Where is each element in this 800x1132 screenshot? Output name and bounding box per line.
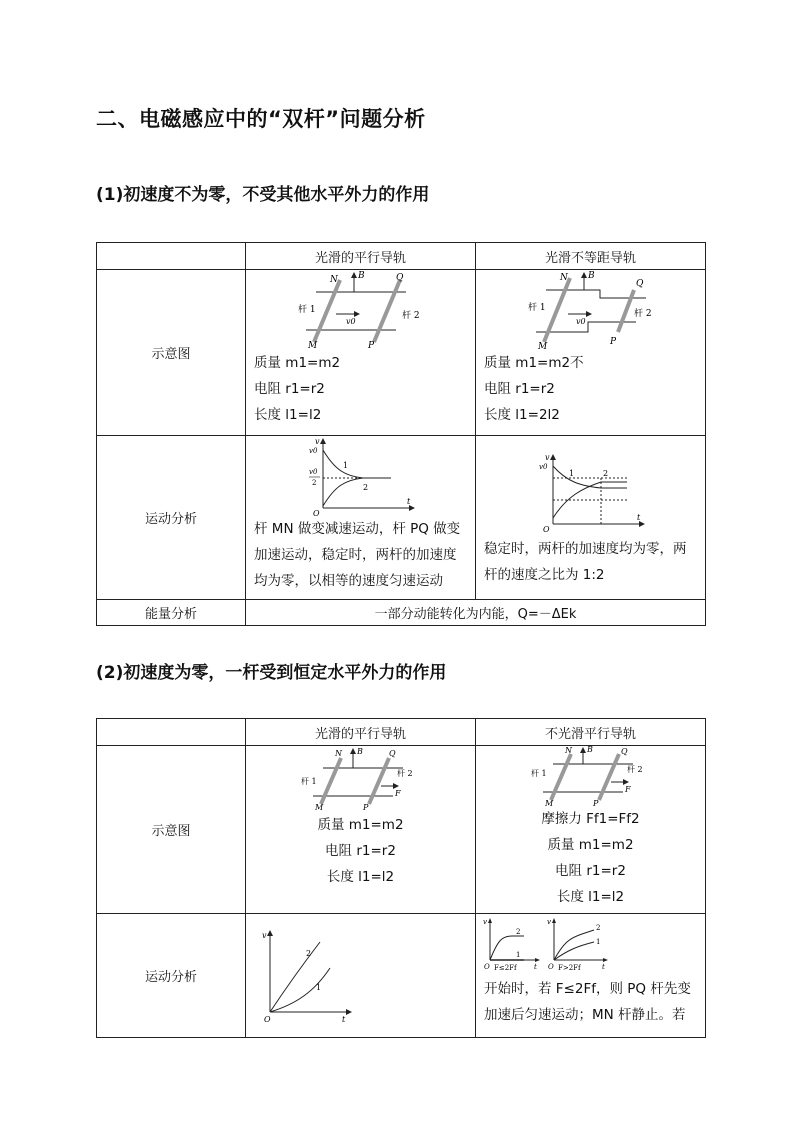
label-N: N [564, 746, 572, 755]
label-M: M [544, 799, 553, 806]
row-label-diagram: 示意图 [97, 270, 246, 436]
col-header-2: 光滑不等距导轨 [476, 243, 706, 270]
label-rod1: 杆 1 [300, 777, 317, 786]
right-motion-2: 杆的速度之比为 1:2 [484, 567, 605, 583]
axis-t: t [636, 513, 640, 522]
label-Q: Q [620, 747, 628, 756]
label-B: B [356, 747, 363, 756]
label-P: P [367, 341, 374, 350]
vt-graph-left [256, 928, 356, 1024]
axis-t: t [602, 963, 605, 971]
rail-diagram-right [531, 746, 651, 806]
row-label-energy: 能量分析 [97, 600, 246, 626]
right-prop-4: 长度 l1=l2 [556, 889, 625, 905]
label-F: F [394, 789, 401, 798]
right-motion-1: 开始时，若 F≤2Ff，则 PQ 杆先变 [484, 981, 691, 997]
tick-v0: v0 [538, 463, 547, 471]
label-M: M [537, 342, 547, 350]
label-v0: v0 [345, 317, 356, 326]
right-prop-1: 摩擦力 Ff1=Ff2 [541, 811, 640, 827]
right-prop-3: 电阻 r1=r2 [555, 863, 626, 879]
section1-title: (1)初速度不为零，不受其他水平外力的作用 [96, 185, 430, 205]
label-P: P [592, 799, 598, 806]
table-section2 [96, 718, 706, 1038]
left-prop-3: 长度 l1=l2 [326, 869, 395, 885]
cell-motion-left [246, 436, 476, 600]
axis-origin: O [548, 963, 554, 971]
label-Q: Q [388, 749, 396, 758]
curve-1-label: 1 [516, 951, 521, 959]
curve-2-label: 2 [596, 924, 601, 932]
curve-1-label: 1 [596, 938, 601, 946]
condition-b: F>2Ff [558, 964, 581, 972]
label-N: N [559, 273, 568, 283]
axis-t: t [342, 1015, 346, 1024]
left-prop-2: 电阻 r1=r2 [325, 843, 396, 859]
label-rod1: 杆 1 [530, 769, 547, 778]
vt-graph-right [531, 452, 651, 532]
curve-2-label: 2 [306, 949, 312, 958]
label-Q: Q [395, 273, 403, 283]
condition-a: F≤2Ff [494, 964, 517, 972]
label-N: N [334, 749, 342, 758]
axis-v: v [483, 918, 487, 926]
label-rod2: 杆 2 [396, 769, 413, 778]
header-blank [97, 243, 246, 270]
curve-2-label: 2 [362, 483, 368, 492]
rail-diagram-right [526, 270, 656, 350]
axis-v: v [314, 437, 320, 446]
label-F: F [624, 785, 631, 794]
label-M: M [314, 803, 323, 812]
left-prop-1: 质量 m1=m2 [254, 355, 341, 371]
left-motion-3: 均为零，以相等的速度匀速运动 [254, 573, 443, 589]
left-motion-2: 加速运动，稳定时，两杆的加速度 [254, 547, 457, 563]
left-prop-3: 长度 l1=l2 [254, 407, 322, 423]
cell-energy: 一部分动能转化为内能，Q=－ΔEk [246, 600, 706, 626]
axis-origin: O [542, 525, 550, 532]
cell-diagram-right [476, 270, 706, 436]
col-header-2: 不光滑平行导轨 [476, 719, 706, 746]
label-rod2: 杆 2 [633, 309, 652, 319]
row-label-motion: 运动分析 [97, 914, 246, 1038]
right-motion-2: 加速后匀速运动；MN 杆静止。若 [484, 1007, 686, 1023]
cell-motion-right [476, 436, 706, 600]
label-N: N [329, 275, 338, 285]
right-prop-1: 质量 m1=m2不 [484, 355, 584, 371]
left-motion-1: 杆 MN 做变减速运动，杆 PQ 做变 [254, 521, 461, 537]
vt-graph-right-b [546, 916, 610, 972]
axis-v: v [262, 931, 267, 940]
label-B: B [357, 271, 365, 281]
left-prop-2: 电阻 r1=r2 [254, 381, 325, 397]
label-P: P [362, 803, 368, 812]
cell-motion-right [476, 914, 706, 1038]
header-blank [97, 719, 246, 746]
section2-title: (2)初速度为零，一杆受到恒定水平外力的作用 [96, 663, 447, 683]
cell-diagram-right [476, 746, 706, 914]
curve-2-label: 2 [602, 469, 608, 478]
cell-diagram-left [246, 270, 476, 436]
page-heading: 二、电磁感应中的“双杆”问题分析 [96, 107, 426, 131]
label-B: B [586, 746, 593, 754]
axis-v: v [547, 918, 551, 926]
col-header-1: 光滑的平行导轨 [246, 719, 476, 746]
curve-2-label: 2 [516, 928, 521, 936]
right-prop-2: 电阻 r1=r2 [484, 381, 555, 397]
axis-t: t [534, 963, 537, 971]
label-rod2: 杆 2 [626, 765, 643, 774]
col-header-1: 光滑的平行导轨 [246, 243, 476, 270]
label-P: P [609, 337, 616, 347]
tick-half-num: v0 [308, 468, 317, 476]
table-section1 [96, 242, 706, 626]
row-label-motion: 运动分析 [97, 436, 246, 600]
label-rod1: 杆 1 [297, 305, 316, 315]
label-v0: v0 [575, 317, 586, 326]
rail-diagram-left [296, 270, 426, 350]
left-prop-1: 质量 m1=m2 [317, 817, 404, 833]
curve-1-label: 1 [568, 469, 574, 478]
row-label-diagram: 示意图 [97, 746, 246, 914]
tick-v0: v0 [308, 447, 317, 455]
axis-origin: O [484, 963, 490, 971]
label-B: B [587, 271, 595, 281]
cell-motion-left [246, 914, 476, 1038]
curve-1-label: 1 [342, 461, 348, 470]
label-Q: Q [635, 279, 643, 289]
curve-1-label: 1 [316, 983, 322, 992]
label-rod1: 杆 1 [527, 303, 546, 313]
axis-v: v [544, 453, 550, 462]
vt-graph-right-a [482, 916, 542, 972]
cell-diagram-left [246, 746, 476, 914]
vt-graph-left [301, 436, 421, 516]
label-M: M [307, 341, 317, 350]
axis-origin: O [264, 1015, 271, 1024]
axis-t: t [406, 497, 410, 506]
axis-origin: O [312, 509, 320, 516]
right-prop-2: 质量 m1=m2 [547, 837, 634, 853]
right-motion-1: 稳定时，两杆的加速度均为零，两 [484, 541, 687, 557]
tick-half-den: 2 [311, 479, 316, 487]
label-rod2: 杆 2 [401, 311, 420, 321]
rail-diagram-left [301, 746, 421, 812]
right-prop-3: 长度 l1=2l2 [484, 407, 560, 423]
